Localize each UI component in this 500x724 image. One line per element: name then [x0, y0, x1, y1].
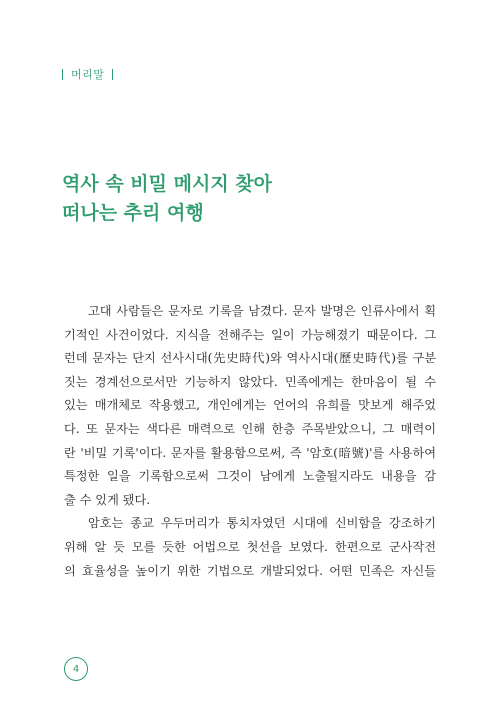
text-line: 런데 문자는 단지 선사시대(先史時代)와 역사시대(歷史時代)를 구분 — [64, 351, 436, 366]
chapter-title — [62, 170, 272, 228]
text-line: 있는 매개체로 작용했고, 개인에게는 언어의 유희를 맛보게 해주었 — [64, 398, 436, 413]
page-number — [64, 657, 88, 681]
text-line: 암호는 종교 우두머리가 통치자였던 시대에 신비함을 강조하기 — [88, 516, 436, 531]
paragraph-2 — [64, 512, 436, 583]
text-line: 기적인 사건이었다. 지식을 전해주는 일이 가능해졌기 때문이다. 그 — [64, 327, 436, 342]
section-label — [62, 66, 121, 82]
section-label-text: 머리말 — [71, 68, 105, 81]
text-line: 위해 알 듯 모를 듯한 어법으로 첫선을 보였다. 한편으로 군사작전 — [64, 539, 436, 554]
text-line: 특정한 일을 기록함으로써 그것이 남에게 노출될지라도 내용을 감 — [64, 469, 436, 484]
divider-left — [62, 69, 63, 80]
paragraph-1 — [64, 300, 436, 512]
title-line-1: 역사 속 비밀 메시지 찾아 — [62, 173, 272, 195]
text-line: 다. 또 문자는 색다른 매력으로 인해 한층 주목받았으니, 그 매력이 — [64, 421, 436, 436]
body-text — [64, 300, 436, 583]
text-line: 고대 사람들은 문자로 기록을 남겼다. 문자 발명은 인류사에서 획 — [88, 304, 436, 318]
title-line-2: 떠나는 추리 여행 — [62, 202, 204, 224]
text-line: 짓는 경계선으로서만 기능하지 않았다. 민족에게는 한마음이 될 수 — [64, 374, 436, 389]
text-line: 의 효율성을 높이기 위한 기법으로 개발되었다. 어떤 민족은 자신들 — [64, 563, 436, 578]
divider-right — [112, 69, 113, 80]
text-line: 란 '비밀 기록'이다. 문자를 활용함으로써, 즉 '암호(暗號)'를 사용하여 — [64, 445, 436, 460]
text-line: 출 수 있게 됐다. — [64, 492, 151, 507]
page-number-text: 4 — [72, 663, 80, 675]
